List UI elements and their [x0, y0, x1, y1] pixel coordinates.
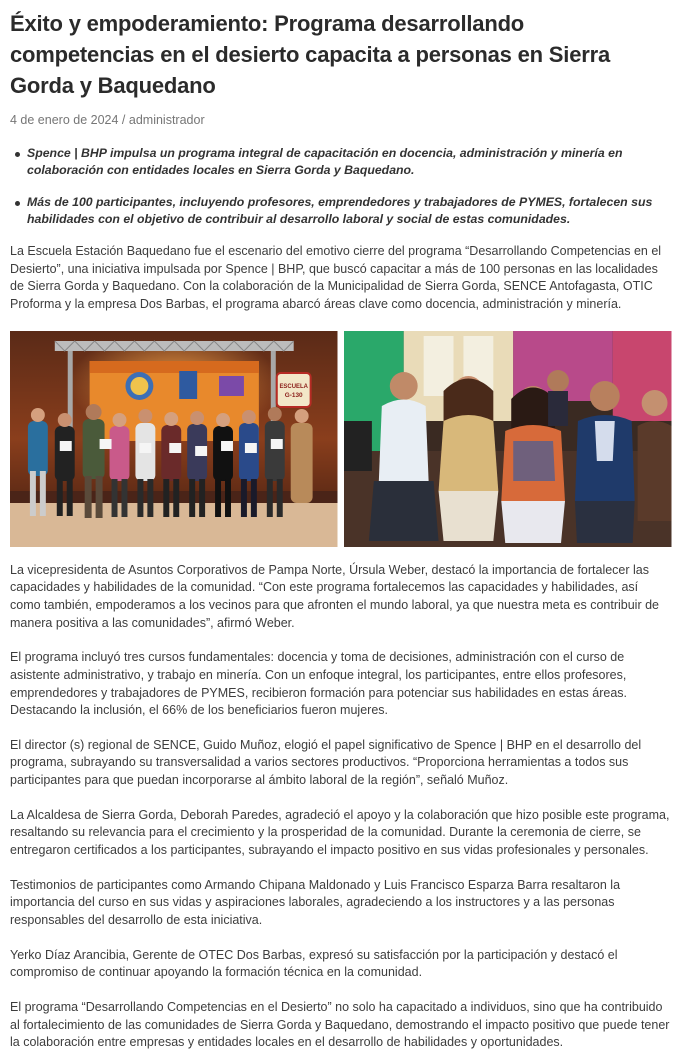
post-author-link[interactable]: administrador	[128, 113, 205, 127]
body-paragraph: El director (s) regional de SENCE, Guido Muñoz, elogió el papel significativo de Spence | BHP en el desarrollo del programa, subrayando su transversalidad a varios sectores productivos. “Proporciona herramientas a todos sus participantes para que puedan incorporarse al ámbito laboral de la región”, señaló Muñoz.	[10, 737, 642, 788]
body-paragraph: El programa incluyó tres cursos fundamentales: docencia y toma de decisiones, administración con el curso de asistente administrativo, y trabajo en minería. Con un enfoque integral, los participantes, entre ellos profesores, emprendedores y trabajadores de PYMES, recibieron formación para potenciar sus habilidades en estas áreas. Destacando la inclusión, el 66% de los beneficiarios fueron mujeres.	[10, 650, 628, 718]
svg-text:G-130: G-130	[284, 391, 303, 399]
photo-gallery	[10, 331, 671, 547]
body-paragraph: El programa “Desarrollando Competencias en el Desierto” no solo ha capacitado a individuos, sino que ha contribuido al fortalecimiento de las comunidades de Sierra Gorda y Baquedano, demostrando el impacto positivo que puede tener la colaboración entre empresas y entidades locales en el desarrollo de habilidades y oportunidades.	[10, 1000, 670, 1050]
post-meta	[10, 112, 671, 128]
highlight-item: Más de 100 participantes, incluyendo profesores, emprendedores y trabajadores de PYMES, fortalecen sus habilidades con el objetivo de contribuir al desarrollo laboral y social de estas comunidades.	[27, 194, 671, 229]
group-certificates-photo[interactable]	[10, 331, 338, 547]
highlights-list	[10, 145, 671, 229]
article-title: Éxito y empoderamiento: Programa desarrollando competencias en el desierto capacita a personas en Sierra Gorda y Baquedano	[10, 11, 610, 98]
audience-photo[interactable]	[344, 331, 672, 547]
svg-text:ESCUELA: ESCUELA	[279, 383, 308, 390]
body-paragraph: La vicepresidenta de Asuntos Corporativos de Pampa Norte, Úrsula Weber, destacó la importancia de fortalecer las capacidades y habilidades de la comunidad. “Con este programa fortalecemos las capacidades y habilidades, así como también, empoderamos a los vecinos para que afronten el mundo laboral, ya que nuestra meta es contribuir de manera positiva a las comunidades”, afirmó Weber.	[10, 562, 659, 630]
body-paragraph: Yerko Díaz Arancibia, Gerente de OTEC Dos Barbas, expresó su satisfacción por la participación y destacó el compromiso de continuar apoyando la formación técnica en la comunidad.	[10, 947, 618, 980]
intro-paragraph: La Escuela Estación Baquedano fue el escenario del emotivo cierre del programa “Desarrollando Competencias en el Desierto”, una iniciativa impulsada por Spence | BHP, que buscó capacitar a más de 100 personas en las localidades de Sierra Gorda y Baquedano. Con la colaboración de la Municipalidad de Sierra Gorda, SENCE Antofagasta, OTIC Proforma y la empresa Dos Barbas, el programa abarcó áreas clave como docencia, administración y minería.	[10, 244, 662, 311]
highlight-item: Spence | BHP impulsa un programa integral de capacitación en docencia, administración y minería en colaboración con entidades locales en Sierra Gorda y Baquedano.	[27, 145, 671, 180]
body-paragraph: La Alcaldesa de Sierra Gorda, Deborah Paredes, agradeció el apoyo y la colaboración que hizo posible este programa, resaltando su relevancia para el crecimiento y la prosperidad de la comunidad. Durante la ceremonia de cierre, se entregaron certificados a los participantes, subrayando el impacto positivo en sus vidas profesionales y personales.	[10, 807, 670, 858]
meta-separator: /	[121, 113, 126, 127]
post-date-link[interactable]: 4 de enero de 2024	[10, 113, 119, 127]
body-paragraph: Testimonios de participantes como Armando Chipana Maldonado y Luis Francisco Esparza Barra resaltaron la importancia del curso en sus vidas y aspiraciones laborales, agradeciendo a los instructores y a las personas responsables del desarrollo de esta iniciativa.	[10, 877, 621, 927]
